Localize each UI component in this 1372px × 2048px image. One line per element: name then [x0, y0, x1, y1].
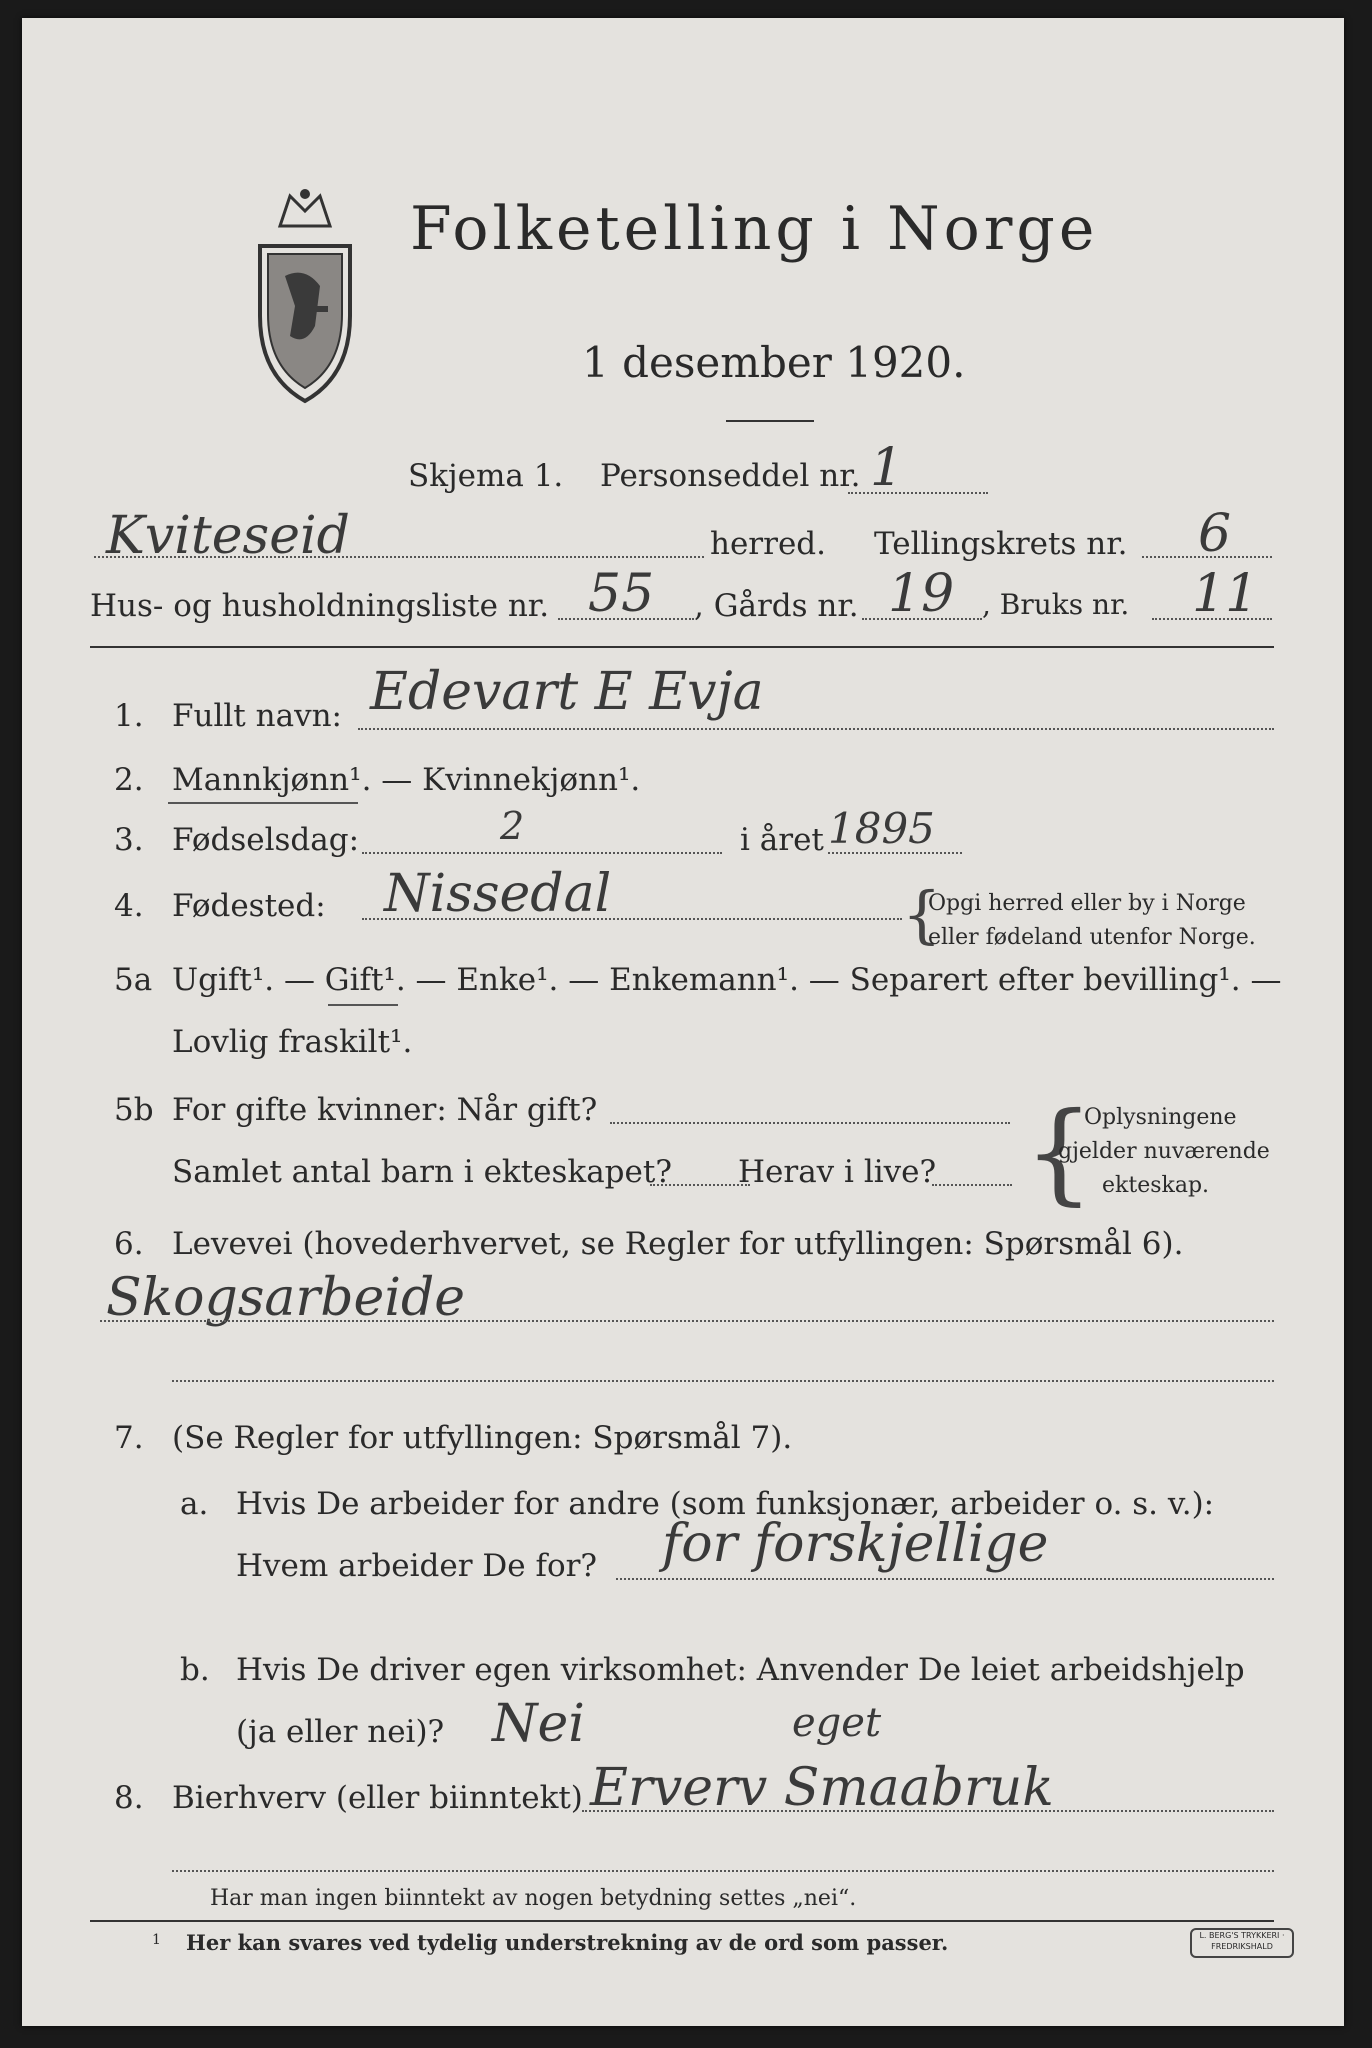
herred-label: herred. — [710, 526, 826, 562]
q4-note-line1: Opgi herred eller by i Norge — [928, 891, 1246, 916]
q8-label: Bierhverv (eller biinntekt) — [172, 1780, 583, 1816]
q7b-value[interactable]: Nei — [492, 1694, 585, 1754]
q7-label: (Se Regler for utfyllingen: Spørsmål 7). — [172, 1420, 793, 1456]
q5a-line2: Lovlig fraskilt¹. — [172, 1024, 413, 1060]
q2-number: 2. — [114, 762, 144, 798]
husliste-value[interactable]: 55 — [588, 564, 655, 624]
q5a-underline — [328, 1004, 398, 1006]
q3-number: 3. — [114, 822, 144, 858]
personseddel-value[interactable]: 1 — [870, 438, 904, 498]
q3-label: Fødselsdag: — [172, 822, 360, 858]
q6-label: Levevei (hovederhvervet, se Regler for utfyllingen: Spørsmål 6). — [172, 1226, 1184, 1262]
q6-line2 — [172, 1380, 1274, 1382]
census-form — [22, 18, 1344, 2026]
q2-underline — [168, 802, 358, 804]
q7b-line1: Hvis De driver egen virksomhet: Anvender De leiet arbeidshjelp — [236, 1652, 1245, 1688]
q5b-alive-line — [932, 1184, 1012, 1186]
q7-number: 7. — [114, 1420, 144, 1456]
q5b-line2b: Herav i live? — [738, 1154, 937, 1190]
header-rule — [90, 646, 1274, 648]
q5b-line1: For gifte kvinner: Når gift? — [172, 1092, 598, 1128]
personseddel-line — [848, 492, 988, 494]
gards-label: , Gårds nr. — [694, 588, 859, 624]
printer-stamp: L. BERG'S TRYKKERI · FREDRIKSHALD — [1190, 1928, 1294, 1958]
q3-year-label: i året — [740, 822, 824, 858]
q4-label: Fødested: — [172, 888, 326, 924]
q1-label: Fullt navn: — [172, 698, 342, 734]
q4-number: 4. — [114, 888, 144, 924]
title-divider — [726, 420, 814, 422]
footer-note: Har man ingen biinntekt av nogen betydning settes „nei“. — [210, 1886, 857, 1911]
q5b-married-line — [610, 1122, 1010, 1124]
q1-number: 1. — [114, 698, 144, 734]
q6-number: 6. — [114, 1226, 144, 1262]
tellingskrets-label: Tellingskrets nr. — [874, 526, 1128, 562]
q4-note-line2: eller fødeland utenfor Norge. — [928, 925, 1256, 950]
q6-line1 — [100, 1320, 1274, 1322]
q4-brace: { — [902, 878, 942, 951]
q5b-number: 5b — [114, 1092, 154, 1128]
coat-of-arms-icon — [250, 186, 360, 406]
form-date: 1 desember 1920. — [582, 338, 966, 387]
q5b-children-line — [650, 1184, 750, 1186]
q7a-number: a. — [180, 1486, 209, 1522]
q3-day-value[interactable]: 2 — [500, 804, 525, 848]
q8-line2 — [172, 1870, 1274, 1872]
q7a-line1: Hvis De arbeider for andre (som funksjonær, arbeider o. s. v.): — [236, 1486, 1215, 1522]
schema-label: Skjema 1. — [408, 458, 564, 494]
q5b-line2a: Samlet antal barn i ekteskapet? — [172, 1154, 672, 1190]
q5b-note-line1: Oplysningene — [1084, 1105, 1237, 1130]
q5b-brace: { — [1024, 1088, 1094, 1216]
q5b-note-line3: ekteskap. — [1102, 1173, 1210, 1198]
footer-rule — [90, 1920, 1274, 1922]
q3-year-value[interactable]: 1895 — [828, 804, 935, 853]
husliste-label: Hus- og husholdningsliste nr. — [90, 588, 550, 624]
q7a-line2: Hvem arbeider De for? — [236, 1548, 598, 1584]
q1-value[interactable]: Edevart E Evja — [370, 662, 764, 722]
q7b-line2: (ja eller nei)? — [236, 1714, 445, 1750]
q2-label: Mannkjønn¹. — Kvinnekjønn¹. — [172, 762, 641, 798]
footnote-mark: 1 — [152, 1932, 161, 1948]
tellingskrets-value[interactable]: 6 — [1198, 504, 1232, 564]
q3-day-line — [362, 852, 722, 854]
q7a-line — [616, 1578, 1274, 1580]
herred-value[interactable]: Kviteseid — [106, 506, 350, 566]
q6-value[interactable]: Skogsarbeide — [106, 1268, 466, 1328]
herred-line — [94, 556, 704, 558]
q4-value[interactable]: Nissedal — [384, 864, 612, 924]
bruks-value[interactable]: 11 — [1192, 564, 1259, 624]
q7b-number: b. — [180, 1652, 210, 1688]
gards-value[interactable]: 19 — [888, 564, 955, 624]
bruks-label: , Bruks nr. — [982, 588, 1130, 621]
q5b-note-line2: gjelder nuværende — [1058, 1139, 1270, 1164]
q1-line — [358, 728, 1274, 730]
q7a-value[interactable]: for forskjellige — [662, 1514, 1049, 1574]
q5a-line1: Ugift¹. — Gift¹. — Enke¹. — Enkemann¹. — Separert efter bevilling¹. — — [172, 962, 1282, 998]
personseddel-label: Personseddel nr. — [600, 458, 861, 494]
footnote-text: Her kan svares ved tydelig understrekning av de ord som passer. — [186, 1930, 949, 1955]
q8-value[interactable]: Erverv Smaabruk — [590, 1758, 1054, 1818]
q8-number: 8. — [114, 1780, 144, 1816]
form-title: Folketelling i Norge — [410, 194, 1099, 264]
q5a-number: 5a — [114, 962, 153, 998]
q8-value-insert[interactable]: eget — [792, 1700, 882, 1746]
